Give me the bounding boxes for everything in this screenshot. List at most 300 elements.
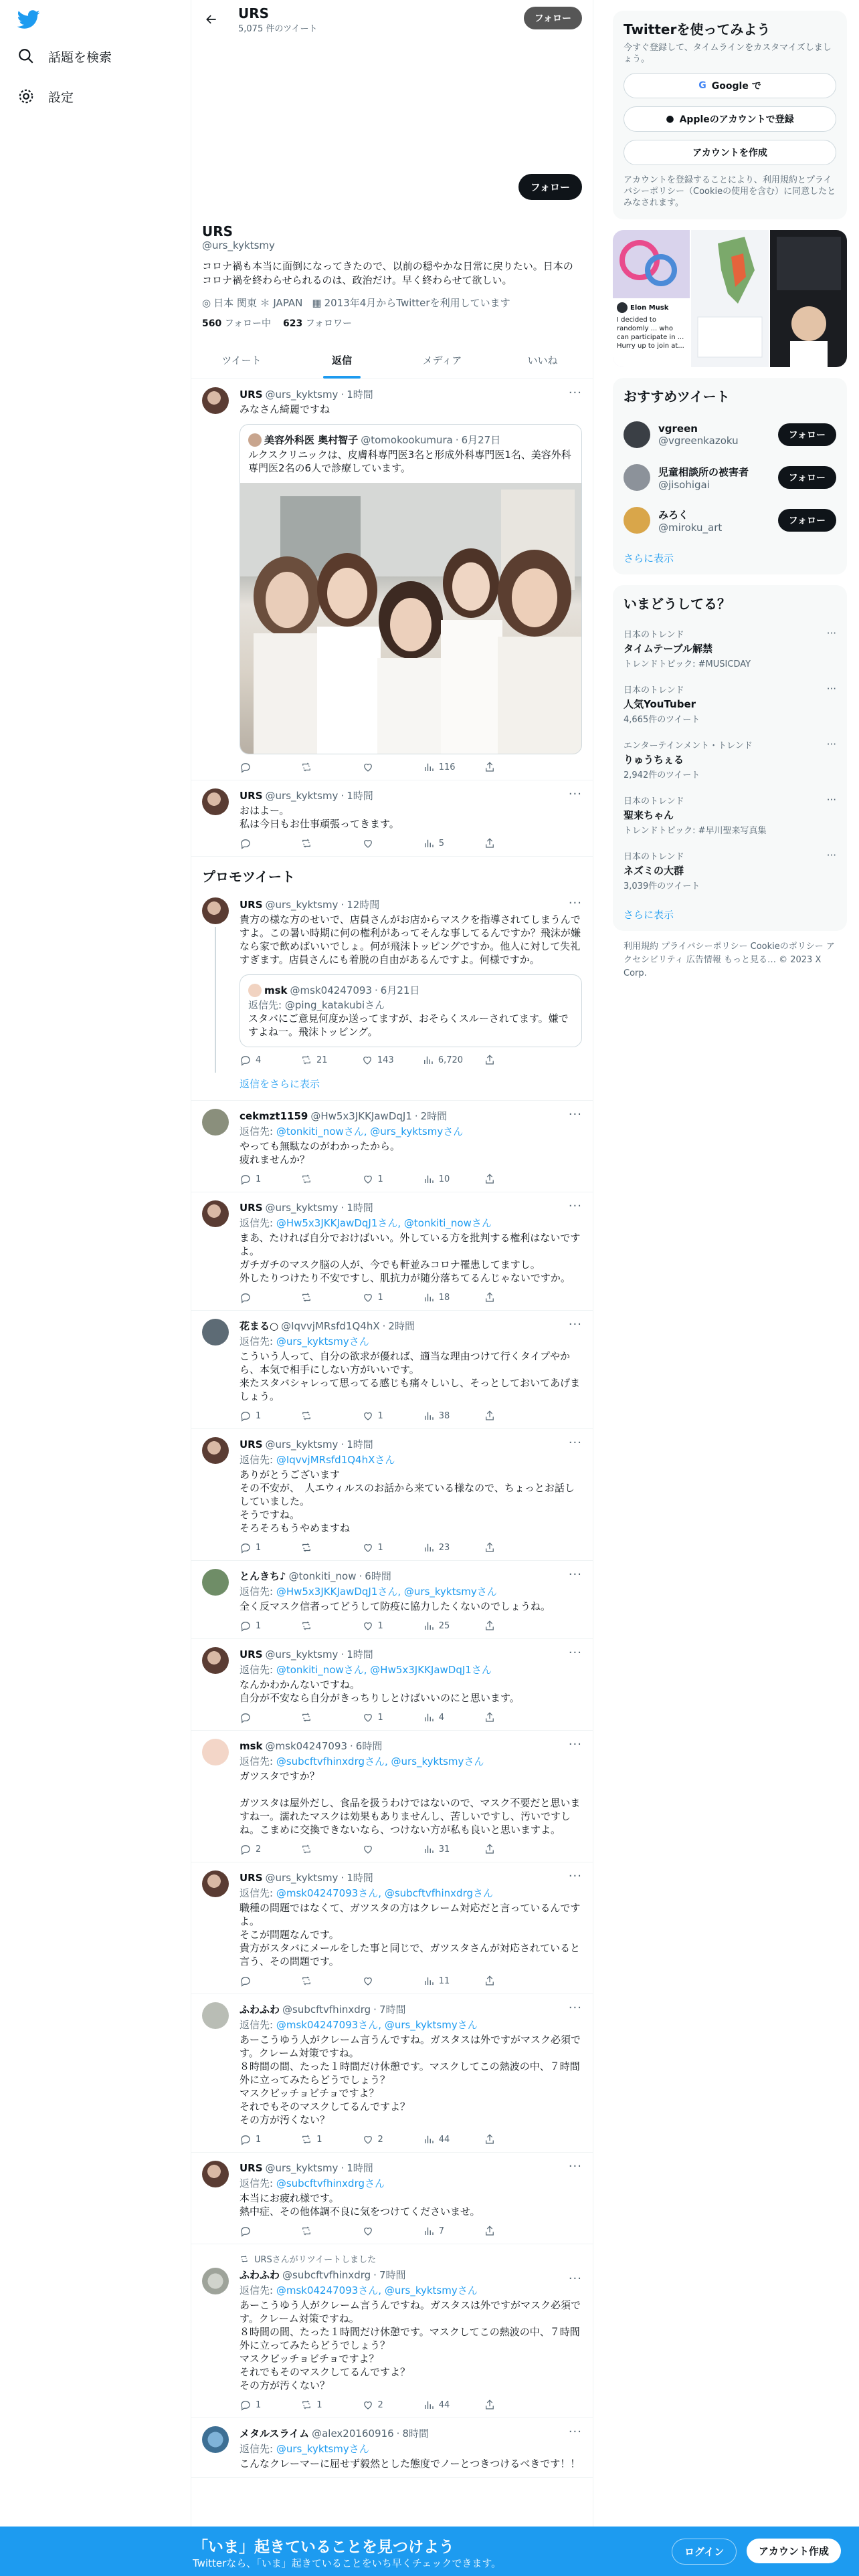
trend-context: 日本のトレンド: [624, 630, 684, 640]
share-button[interactable]: [484, 1975, 524, 1987]
like-button[interactable]: 1: [362, 1410, 402, 1422]
gear-icon: [17, 88, 35, 105]
retweet-button[interactable]: [300, 1711, 341, 1723]
share-button[interactable]: [484, 2225, 524, 2237]
tweet-handle[interactable]: @Hw5x3JKKJawDqJ1: [310, 1109, 412, 1122]
retweet-icon: [300, 761, 312, 773]
avatar[interactable]: [202, 2268, 229, 2294]
tweet-time[interactable]: 8時間: [402, 2428, 429, 2440]
quote-photo[interactable]: [240, 483, 581, 754]
reply-icon: [240, 1173, 252, 1185]
profile-topbar: [191, 0, 593, 39]
tweet-time[interactable]: 6時間: [365, 1570, 391, 1582]
quoted-tweet[interactable]: msk @msk04247093 · 6月21日 返信先: @ping_katakubiさん スタバにご意見何度か送ってますが、おそらくスルーされてます。嫌ですよね一。飛沫トッピング。: [240, 974, 582, 1047]
tweet-handle[interactable]: @urs_kyktsmy: [265, 789, 339, 802]
media-thumb[interactable]: [691, 230, 768, 367]
tweet-time[interactable]: 6時間: [355, 1740, 383, 1752]
reply-to-link[interactable]: @Hw5x3JKKJawDqJ1さん, @tonkiti_nowさん: [276, 1217, 492, 1229]
reply-button[interactable]: 1: [240, 1620, 280, 1632]
reply-to-link[interactable]: @urs_kyktsmyさん: [276, 2443, 369, 2455]
avatar[interactable]: [202, 1870, 229, 1897]
more-icon[interactable]: ···: [568, 2159, 582, 2173]
more-icon[interactable]: ···: [568, 1568, 582, 1582]
trends-title: いまどうしてる？: [624, 596, 731, 612]
share-icon: [484, 1410, 496, 1422]
retweet-button[interactable]: 1: [300, 2399, 341, 2411]
reply-icon: [240, 1054, 252, 1066]
trend-context: 日本のトレンド: [624, 796, 684, 807]
views-button[interactable]: 25: [423, 1620, 463, 1632]
bar-chart-icon: [423, 1620, 435, 1632]
more-icon[interactable]: ···: [568, 1869, 582, 1883]
more-icon[interactable]: ···: [568, 1737, 582, 1751]
share-button[interactable]: [484, 761, 524, 773]
reply-to-link[interactable]: @subcftvfhinxdrgさん: [276, 2177, 385, 2189]
reply-to-link[interactable]: @msk04247093さん, @subcftvfhinxdrgさん: [276, 1887, 493, 1899]
retweet-icon: [300, 1291, 312, 1303]
reply-button[interactable]: 2: [240, 1843, 280, 1855]
reply-to-link[interactable]: @urs_kyktsmyさん: [276, 1335, 369, 1348]
back-button[interactable]: [199, 7, 223, 31]
media-thumb[interactable]: [770, 230, 847, 367]
avatar[interactable]: [202, 897, 229, 924]
profile-name: URS: [202, 223, 233, 239]
bar-chart-icon: [423, 1975, 435, 1987]
tweet-handle[interactable]: @urs_kyktsmy: [265, 1438, 339, 1451]
tweet-text: こういう人って、自分の欲求が優れば、適当な理由つけて行くタイプやから、本気で相手にしない方がいいです。 来たスタバシャレって思ってる感じも痛々しいし、そっとしておいてあげましょう。: [240, 1350, 581, 1402]
avatar[interactable]: [624, 421, 650, 448]
reply-button[interactable]: 4: [240, 1054, 280, 1066]
bar-chart-icon: [423, 1410, 435, 1422]
apple-icon: ●: [666, 114, 674, 124]
tweet-handle[interactable]: @alex20160916: [312, 2427, 394, 2440]
more-icon[interactable]: ···: [568, 896, 582, 910]
tweet-time[interactable]: 2時間: [388, 1320, 415, 1332]
retweet-button[interactable]: 21: [300, 1054, 341, 1066]
tweet[interactable]: ··· msk @msk04247093 · 6時間 返信先: @subcftvfhinxdrgさん, @urs_kyktsmyさん ガツスタですか？ ガツスタは屋外だし、食品を扱うわけではないので、マスク不要だと思いますね一。濡れたマスクは効果もありませんし、苦しいですし、汚いですしね。こまめに交換できないなら、つけない方が私も良いと思いますよ。 2 31: [191, 1731, 593, 1862]
recommended-card: [613, 378, 847, 574]
tweet-author[interactable]: URS: [240, 1871, 263, 1884]
tweet-text: あーこうゆう人がクレーム言うんですね。ガスタスは外ですがマスク必須です。クレーム対策ですね。 ８時間の間、たった１時間だけ休憩です。マスクしてこの熱波の中、７時間外に立ってみたらどうでしょう？ マスクビッチョビチョですよ？ それでもそのマスクしてるんですよ？ その方が汚くない？: [240, 2034, 581, 2126]
bar-chart-icon: [423, 2399, 435, 2411]
like-button[interactable]: [362, 761, 402, 773]
views-button[interactable]: 38: [423, 1410, 463, 1422]
followers-link[interactable]: 623 フォロワー: [283, 318, 352, 329]
share-button[interactable]: [484, 1173, 524, 1185]
retweet-button[interactable]: 1: [300, 2133, 341, 2145]
reply-button[interactable]: 1: [240, 1541, 280, 1553]
tweet-author[interactable]: cekmzt1159: [240, 1109, 308, 1122]
tweet[interactable]: ··· URS @urs_kyktsmy · 1時間 みなさん綺麗ですね 美容外科医 奥村智子 @tomokookumura · 6月27日 ルクスクリニックは、皮膚科専門医3名と形成外科専門医1名、美容外科専門医2名の6人で診療しています。 116: [191, 379, 593, 780]
avatar[interactable]: [202, 788, 229, 815]
tweet[interactable]: ··· URS @urs_kyktsmy · 1時間 返信先: @IqvvjMRsfd1Q4hXさん ありがとうございます その不安が、 人エウィルスのお話から来ている様なので、ちょっとお話ししていました。 そうですね。 そろそろもうやめますね 1 1 23: [191, 1429, 593, 1561]
nav-settings[interactable]: [17, 82, 74, 111]
tweet-actions: [240, 1291, 524, 1303]
reply-icon: [240, 1843, 252, 1855]
reply-icon: [240, 2399, 252, 2411]
share-icon: [484, 1291, 496, 1303]
trends-card: [613, 585, 847, 931]
tweet-time[interactable]: 12時間: [347, 899, 380, 911]
tweet-time[interactable]: 1時間: [347, 2162, 373, 2174]
more-icon[interactable]: ···: [568, 1317, 582, 1331]
avatar[interactable]: [202, 1109, 229, 1136]
reply-button[interactable]: 1: [240, 2399, 280, 2411]
tweet-author[interactable]: URS: [240, 2161, 263, 2174]
quote-reply-to: @ping_katakubiさん: [284, 999, 385, 1011]
reply-to-link[interactable]: @Hw5x3JKKJawDqJ1さん, @urs_kyktsmyさん: [276, 1586, 497, 1598]
tweet-handle[interactable]: @IqvvjMRsfd1Q4hX: [281, 1319, 380, 1332]
twitter-logo-icon[interactable]: [17, 8, 40, 31]
reply-button[interactable]: 1: [240, 2133, 280, 2145]
more-icon[interactable]: ···: [826, 849, 836, 861]
tweet-time[interactable]: 7時間: [379, 2004, 406, 2016]
bar-chart-icon: [423, 1291, 435, 1303]
bar-chart-icon: [423, 1541, 435, 1553]
tweet-time[interactable]: 1時間: [347, 1438, 373, 1451]
google-signup-button[interactable]: G Google で: [624, 73, 836, 98]
share-icon: [484, 761, 496, 773]
avatar[interactable]: [202, 1200, 229, 1227]
like-button[interactable]: 1: [362, 1620, 402, 1632]
more-icon[interactable]: ···: [826, 627, 836, 639]
more-icon[interactable]: ···: [826, 794, 836, 806]
tweet-actions: [240, 1711, 524, 1723]
tweet[interactable]: ··· URS @urs_kyktsmy · 1時間 返信先: @tonkiti_nowさん, @Hw5x3JKKJawDqJ1さん なんかわかんないですね。 自分が不安なら自分がきっちりしとけばいいのにと思います。 1 4: [191, 1639, 593, 1731]
tweet[interactable]: ··· ふわふわ @subcftvfhinxdrg · 7時間 返信先: @msk04247093さん, @urs_kyktsmyさん あーこうゆう人がクレーム言うんですね。ガスタスは外ですがマスク必須です。クレーム対策ですね。 ８時間の間、たった１時間だけ休憩です。マスクしてこの熱波の中、７時間外に立ってみたらどうでしょう？ マスクビッチョビチョですよ？ それでもそのマスクしてるんですよ？ その方が汚くない？ 1 1 2 44: [191, 2265, 593, 2418]
share-button[interactable]: [484, 1843, 524, 1855]
share-icon: [484, 1541, 496, 1553]
reply-button[interactable]: [240, 837, 280, 849]
apple-signup-button[interactable]: ● Appleのアカウントで登録: [624, 106, 836, 132]
reply-to-link[interactable]: @msk04247093さん, @urs_kyktsmyさん: [276, 2019, 478, 2031]
tweet[interactable]: ··· URS @urs_kyktsmy · 12時間 貴方の様な方のせいで、店員さんがお店からマスクを指導されてしまうんですよ。この暑い時期に何の権利があってそんな事してるんですか？飛沫が嫌なら家で飲めばいいでしょ。何が飛沫トッピングですか。他人に対して失礼すぎます。店員さんにも着脱の自由があるんですよ。何様ですか。 msk @msk04247093 · 6月21日 返信先: @ping_katakubiさん スタバにご意見何度か送ってますが、おそらくスルーされてます。嫌ですよね一。飛沫トッピング。 4 21 143 6,720: [191, 889, 593, 1073]
reply-button[interactable]: 1: [240, 1173, 280, 1185]
avatar[interactable]: [202, 1569, 229, 1596]
retweet-icon: [300, 837, 312, 849]
tweet[interactable]: ··· URS @urs_kyktsmy · 1時間 返信先: @Hw5x3JKKJawDqJ1さん, @tonkiti_nowさん まあ、たければ自分でおけばいい。外している方を批判する権利はないですよ。 ガチガチのマスク脳の人が、今でも軒並みコロナ罹患してますし。 外したりつけたり不安ですし、肌抗力が随分落ちてるんじゃないですか。 1 18: [191, 1192, 593, 1311]
views-button[interactable]: 7: [423, 2225, 463, 2237]
bar-chart-icon: [423, 2133, 435, 2145]
more-icon[interactable]: ···: [568, 787, 582, 801]
tweet[interactable]: ··· とんきち♪ @tonkiti_now · 6時間 返信先: @Hw5x3JKKJawDqJ1さん, @urs_kyktsmyさん 全く反マスク信者ってどうして防疫に協力したくないのでしょうね。 1 1 25: [191, 1561, 593, 1639]
trend-item[interactable]: [613, 621, 847, 676]
tweet-handle[interactable]: @subcftvfhinxdrg: [282, 2268, 371, 2281]
tweet-time[interactable]: 2時間: [420, 1110, 448, 1122]
calendar-icon: ▦: [312, 297, 322, 309]
tweet-author[interactable]: 花まる○: [240, 1320, 279, 1332]
retweet-button[interactable]: [300, 1410, 341, 1422]
nav-settings-label: 設定: [48, 90, 74, 105]
retweet-icon: [300, 1173, 312, 1185]
tweet-time[interactable]: 1時間: [347, 790, 373, 802]
tweet-time[interactable]: 1時間: [347, 1648, 373, 1660]
heart-icon: [362, 1410, 374, 1422]
avatar[interactable]: [202, 1739, 229, 1765]
tweet-actions: [240, 837, 524, 849]
heart-icon: [362, 2225, 374, 2237]
promo-section-title: プロモツイート: [202, 869, 295, 885]
trend-item[interactable]: [613, 787, 847, 843]
retweet-icon: [300, 1541, 312, 1553]
more-icon[interactable]: ···: [568, 1199, 582, 1213]
like-button[interactable]: [362, 837, 402, 849]
avatar[interactable]: [624, 464, 650, 491]
tweet-text: おはよー。 私は今日もお仕事頑張ってきます。: [240, 804, 399, 830]
follow-button-top[interactable]: フォロー: [524, 7, 582, 29]
heart-icon: [362, 1975, 374, 1987]
like-button[interactable]: 2: [362, 2399, 402, 2411]
retweet-icon: [240, 2254, 249, 2264]
share-button[interactable]: [484, 1541, 524, 1553]
profile-handle: @urs_kyktsmy: [202, 239, 275, 251]
media-grid[interactable]: [613, 230, 847, 367]
tweet-text: 貴方の様な方のせいで、店員さんがお店からマスクを指導されてしまうんですよ。この暑い時期に何の権利があってそんな事してるんですか？飛沫が嫌なら家で飲めばいいでしょ。何が飛沫トッピングですか。他人に対して失礼すぎます。店員さんにも着脱の自由があるんですよ。何様ですか。: [240, 914, 581, 966]
follow-button[interactable]: フォロー: [778, 509, 836, 532]
share-button[interactable]: [484, 1620, 524, 1632]
tweet[interactable]: ··· URS @urs_kyktsmy · 1時間 おはよー。 私は今日もお仕事頑張ってきます。 5: [191, 780, 593, 857]
tweet-time[interactable]: 1時間: [347, 1872, 373, 1884]
tweet-text: 全く反マスク信者ってどうして防疫に協力したくないのでしょうね。: [240, 1600, 551, 1612]
avatar[interactable]: [202, 1319, 229, 1346]
share-icon: [484, 1975, 496, 1987]
follow-button[interactable]: フォロー: [518, 174, 582, 200]
share-icon: [484, 2225, 496, 2237]
main-column: [191, 0, 593, 2576]
tweet[interactable]: ··· メタルスライム @alex20160916 · 8時間 返信先: @urs_kyktsmyさん こんなクレーマーに屈せず毅然とした態度でノーとつきつけるべきです！！: [191, 2418, 593, 2478]
tweet[interactable]: ··· cekmzt1159 @Hw5x3JKKJawDqJ1 · 2時間 返信先: @tonkiti_nowさん, @urs_kyktsmyさん やっても無駄なのがわかったから。 疲れませんか？ 1 1 10: [191, 1101, 593, 1192]
quote-handle: @msk04247093: [290, 984, 373, 996]
reply-icon: [240, 1620, 252, 1632]
tweet-actions: [240, 1054, 524, 1066]
retweet-button[interactable]: [300, 1843, 341, 1855]
avatar[interactable]: [202, 387, 229, 414]
bottom-signup-bar: [0, 2527, 859, 2576]
quote-handle: @tomokookumura: [361, 433, 453, 446]
reply-to-link[interactable]: @msk04247093さん, @urs_kyktsmyさん: [276, 2284, 478, 2296]
reply-button[interactable]: [240, 2225, 280, 2237]
more-icon[interactable]: ···: [826, 738, 836, 750]
trend-subtitle: 2,942件のツイート: [624, 770, 700, 780]
like-button[interactable]: 143: [361, 1054, 401, 1066]
like-button[interactable]: [362, 1975, 402, 1987]
tweet[interactable]: ··· URS @urs_kyktsmy · 1時間 返信先: @subcftvfhinxdrgさん 本当にお疲れ様です。 熱中症、その他体調不良に気をつけてくださいませ。 7: [191, 2153, 593, 2244]
reply-icon: [240, 1711, 252, 1723]
views-button[interactable]: 10: [423, 1173, 463, 1185]
views-button[interactable]: 5: [423, 837, 463, 849]
avatar[interactable]: [202, 2161, 229, 2187]
profile-joined: 2013年4月からTwitterを利用しています: [324, 297, 510, 309]
more-icon[interactable]: ···: [568, 2272, 582, 2286]
retweet-button[interactable]: [300, 1173, 341, 1185]
tweet-author[interactable]: ふわふわ: [240, 2269, 280, 2281]
nav-explore[interactable]: [17, 41, 112, 71]
profile-location: 日本 関東 ＊ JAPAN: [213, 297, 303, 309]
show-more-replies-link[interactable]: 返信をさらに表示: [191, 1073, 593, 1101]
share-button[interactable]: [484, 1711, 524, 1723]
tweet-handle[interactable]: @msk04247093: [265, 1739, 348, 1752]
tweet-author[interactable]: URS: [240, 1438, 263, 1451]
heart-icon: [362, 2133, 374, 2145]
trend-item[interactable]: [613, 732, 847, 787]
avatar[interactable]: [202, 2426, 229, 2453]
reply-icon: [240, 1410, 252, 1422]
tweet[interactable]: ··· ふわふわ @subcftvfhinxdrg · 7時間 返信先: @msk04247093さん, @urs_kyktsmyさん あーこうゆう人がクレーム言うんですね。ガスタスは外ですがマスク必須です。クレーム対策ですね。 ８時間の間、たった１時間だけ休憩です。マスクしてこの熱波の中、７時間外に立ってみたらどうでしょう？ マスクビッチョビチョですよ？ それでもそのマスクしてるんですよ？ その方が汚くない？ 1 1 2 44: [191, 1994, 593, 2153]
views-button[interactable]: 44: [423, 2133, 463, 2145]
more-icon[interactable]: ···: [568, 386, 582, 400]
tweet-text: やっても無駄なのがわかったから。 疲れませんか？: [240, 1140, 401, 1166]
tweet-handle[interactable]: @urs_kyktsmy: [265, 1648, 339, 1660]
login-button[interactable]: ログイン: [672, 2539, 737, 2565]
nav-explore-label: 話題を検索: [48, 49, 112, 65]
avatar[interactable]: [202, 1437, 229, 1464]
tweet-author[interactable]: ふわふわ: [240, 2004, 280, 2016]
retweet-button[interactable]: [300, 1291, 341, 1303]
tweet[interactable]: ··· URS @urs_kyktsmy · 1時間 返信先: @msk04247093さん, @subcftvfhinxdrgさん 職種の問題ではなくて、ガツスタの方はクレーム対応だと言っているんですよ。 そこが問題なんです。 貴方がスタバにメールをした事と同じで、ガツスタさんが対応されていると言う、その問題です。 11: [191, 1862, 593, 1994]
reply-button[interactable]: [240, 1711, 280, 1723]
reply-to-link[interactable]: @tonkiti_nowさん, @urs_kyktsmyさん: [276, 1125, 464, 1138]
reply-to-link[interactable]: @IqvvjMRsfd1Q4hXさん: [276, 1454, 395, 1466]
show-more-trends-link[interactable]: さらに表示: [624, 909, 674, 921]
tweet-author[interactable]: URS: [240, 789, 263, 802]
views-button[interactable]: 44: [423, 2399, 463, 2411]
tweet-time[interactable]: 7時間: [379, 2269, 406, 2281]
tweet-text: ガツスタですか？ ガツスタは屋外だし、食品を扱うわけではないので、マスク不要だと思いますね一。濡れたマスクは効果もありませんし、苦しいですし、汚いですしね。こまめに交換できないなら、つけない方が私も良いと思いますよ。: [240, 1770, 581, 1836]
recommended-account[interactable]: [613, 499, 847, 542]
account-handle: @jisohigai: [658, 478, 710, 491]
trend-context: エンターテインメント・トレンド: [624, 741, 753, 751]
reply-icon: [240, 837, 252, 849]
avatar[interactable]: [624, 507, 650, 534]
tweet-author[interactable]: URS: [240, 388, 263, 401]
reply-icon: [240, 2133, 252, 2145]
retweet-button[interactable]: [300, 1975, 341, 1987]
tweet-actions: [240, 2399, 524, 2411]
share-button[interactable]: [484, 837, 524, 849]
reply-button[interactable]: 1: [240, 1410, 280, 1422]
heart-icon: [362, 2399, 374, 2411]
more-icon[interactable]: ···: [568, 1436, 582, 1450]
retweet-button[interactable]: [300, 2225, 341, 2237]
retweet-icon: [300, 1843, 312, 1855]
account-name: 児童相談所の被害者: [658, 465, 749, 478]
tab-media[interactable]: メディア: [422, 354, 462, 366]
recommended-account[interactable]: [613, 456, 847, 499]
media-thumb[interactable]: Elon Musk I decided to randomly ... who can participate in ... Hurry up to join at...: [613, 230, 690, 367]
like-button[interactable]: 1: [362, 1173, 402, 1185]
more-icon[interactable]: ···: [568, 1646, 582, 1660]
tweet-text: なんかわかんないですね。 自分が不安なら自分がきっちりしとけばいいのにと思います。: [240, 1679, 520, 1704]
tweet-actions: [240, 1975, 524, 1987]
follow-button[interactable]: フォロー: [778, 423, 836, 446]
quoted-tweet[interactable]: 美容外科医 奥村智子 @tomokookumura · 6月27日 ルクスクリニックは、皮膚科専門医3名と形成外科専門医1名、美容外科専門医2名の6人で診療しています。: [240, 424, 582, 754]
like-button[interactable]: [362, 2225, 402, 2237]
retweet-button[interactable]: [300, 1620, 341, 1632]
tweet-handle[interactable]: @urs_kyktsmy: [265, 1201, 339, 1214]
share-button[interactable]: [484, 1291, 524, 1303]
like-button[interactable]: [362, 1843, 402, 1855]
avatar[interactable]: [202, 1647, 229, 1674]
reply-button[interactable]: [240, 1291, 280, 1303]
reply-to-link[interactable]: @subcftvfhinxdrgさん, @urs_kyktsmyさん: [276, 1755, 484, 1767]
share-button[interactable]: [484, 2133, 524, 2145]
sidebar-footer[interactable]: 利用規約 プライバシーポリシー Cookieのポリシー アクセシビリティ 広告情報 もっと見る… © 2023 X Corp.: [624, 942, 835, 978]
tweet-author[interactable]: メタルスライム: [240, 2428, 310, 2440]
account-handle: @vgreenkazoku: [658, 435, 739, 447]
like-button[interactable]: 2: [362, 2133, 402, 2145]
tweet-handle[interactable]: @urs_kyktsmy: [265, 2161, 339, 2174]
quote-text: ルクスクリニックは、皮膚科専門医3名と形成外科専門医1名、美容外科専門医2名の6人で診療しています。: [248, 449, 571, 474]
views-button[interactable]: 31: [423, 1843, 463, 1855]
recommended-account[interactable]: [613, 413, 847, 456]
trend-item[interactable]: [613, 843, 847, 898]
tweet-author[interactable]: URS: [240, 1201, 263, 1214]
tab-replies[interactable]: 返信: [292, 343, 392, 379]
create-account-button[interactable]: アカウントを作成: [624, 140, 836, 165]
signup-button[interactable]: アカウント作成: [747, 2539, 841, 2563]
views-button[interactable]: 6,720: [422, 1054, 463, 1066]
more-icon[interactable]: ···: [568, 1107, 582, 1121]
bar-chart-icon: [422, 1054, 434, 1066]
views-button[interactable]: 116: [423, 761, 463, 773]
heart-icon: [362, 1291, 374, 1303]
share-button[interactable]: [484, 1410, 524, 1422]
tab-likes[interactable]: いいね: [527, 354, 558, 366]
views-button[interactable]: 18: [423, 1291, 463, 1303]
reply-button[interactable]: [240, 761, 280, 773]
more-icon[interactable]: ···: [568, 2001, 582, 2015]
tweet-handle[interactable]: @tonkiti_now: [288, 1570, 357, 1582]
tweet[interactable]: ··· 花まる○ @IqvvjMRsfd1Q4hX · 2時間 返信先: @urs_kyktsmyさん こういう人って、自分の欲求が優れば、適当な理由つけて行くタイプやから、本気で相手にしない方がいいです。 来たスタバシャレって思ってる感じも痛々しいし、そっとしておいてあげましょう。 1 1 38: [191, 1311, 593, 1429]
retweet-button[interactable]: [300, 837, 341, 849]
signup-subtitle: 今すぐ登録して、タイムラインをカスタマイズしましょう。: [624, 43, 832, 64]
more-icon[interactable]: ···: [568, 2425, 582, 2439]
retweet-button[interactable]: [300, 761, 341, 773]
views-button[interactable]: 23: [423, 1541, 463, 1553]
following-link[interactable]: 560 フォロー中: [202, 318, 271, 329]
share-button[interactable]: [484, 2399, 524, 2411]
tweet-time[interactable]: 1時間: [347, 389, 373, 401]
tab-tweets[interactable]: ツイート: [221, 354, 262, 366]
like-button[interactable]: 1: [362, 1541, 402, 1553]
follow-button[interactable]: フォロー: [778, 466, 836, 489]
trend-item[interactable]: [613, 676, 847, 732]
share-button[interactable]: [484, 1054, 524, 1066]
tweet-handle[interactable]: @urs_kyktsmy: [265, 1871, 339, 1884]
tweet-handle[interactable]: @urs_kyktsmy: [265, 388, 339, 401]
like-button[interactable]: 1: [362, 1711, 402, 1723]
tweet-handle[interactable]: @urs_kyktsmy: [265, 898, 339, 911]
like-button[interactable]: 1: [362, 1291, 402, 1303]
retweet-icon: [300, 2133, 312, 2145]
views-button[interactable]: 11: [423, 1975, 463, 1987]
reply-icon: [240, 2225, 252, 2237]
more-icon[interactable]: ···: [826, 683, 836, 695]
tweet-author[interactable]: URS: [240, 1648, 263, 1660]
tweet-time[interactable]: 1時間: [347, 1202, 373, 1214]
avatar[interactable]: [202, 2002, 229, 2029]
tweet-author[interactable]: URS: [240, 898, 263, 911]
reply-button[interactable]: [240, 1975, 280, 1987]
tweet-author[interactable]: msk: [240, 1739, 263, 1752]
heart-icon: [362, 837, 374, 849]
tweet-handle[interactable]: @subcftvfhinxdrg: [282, 2003, 371, 2016]
show-more-link[interactable]: さらに表示: [624, 552, 674, 564]
retweet-button[interactable]: [300, 1541, 341, 1553]
tweet-author[interactable]: とんきち♪: [240, 1570, 286, 1582]
reply-to-link[interactable]: @tonkiti_nowさん, @Hw5x3JKKJawDqJ1さん: [276, 1664, 492, 1676]
views-button[interactable]: 4: [423, 1711, 463, 1723]
